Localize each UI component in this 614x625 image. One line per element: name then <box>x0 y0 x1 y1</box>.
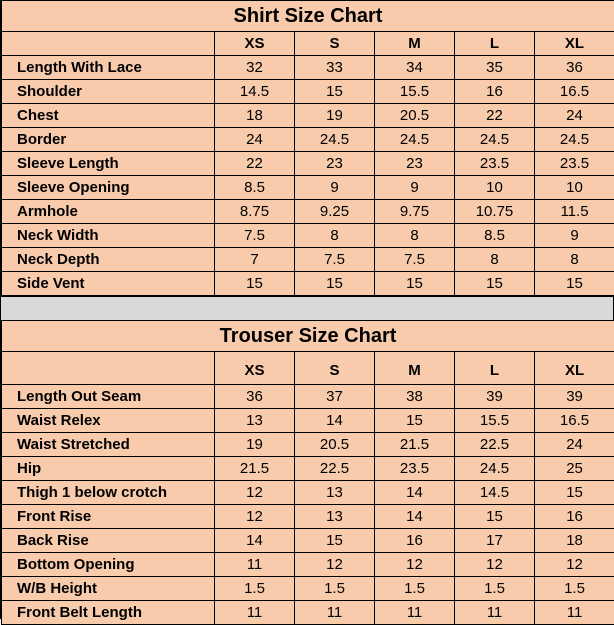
trouser-table-row <box>2 481 614 505</box>
trouser-measurement-value: 12 <box>535 553 614 577</box>
trouser-measurement-value: 18 <box>535 529 614 553</box>
shirt-size-header: XL <box>535 32 614 56</box>
shirt-measurement-value: 9.75 <box>375 200 455 224</box>
shirt-measurement-value: 20.5 <box>375 104 455 128</box>
shirt-table-row <box>2 152 614 176</box>
shirt-measurement-label: Neck Depth <box>2 248 215 272</box>
shirt-measurement-label: Length With Lace <box>2 56 215 80</box>
trouser-table-row <box>2 409 614 433</box>
trouser-measurement-label: W/B Height <box>2 577 215 601</box>
shirt-measurement-value: 15 <box>215 272 295 296</box>
trouser-measurement-value: 11 <box>455 601 535 625</box>
shirt-measurement-value: 35 <box>455 56 535 80</box>
shirt-size-header-row <box>2 32 614 56</box>
shirt-measurement-value: 19 <box>295 104 375 128</box>
trouser-measurement-value: 16 <box>535 505 614 529</box>
shirt-table-row <box>2 56 614 80</box>
shirt-measurement-label: Side Vent <box>2 272 215 296</box>
shirt-measurement-value: 8 <box>535 248 614 272</box>
shirt-table-row <box>2 200 614 224</box>
trouser-measurement-value: 13 <box>295 481 375 505</box>
shirt-chart-title: Shirt Size Chart <box>2 1 614 32</box>
trouser-table-row <box>2 385 614 409</box>
trouser-measurement-value: 24.5 <box>455 457 535 481</box>
shirt-measurement-value: 15 <box>295 272 375 296</box>
shirt-measurement-value: 7.5 <box>375 248 455 272</box>
shirt-measurement-value: 8.75 <box>215 200 295 224</box>
trouser-measurement-value: 21.5 <box>215 457 295 481</box>
shirt-measurement-value: 15 <box>295 80 375 104</box>
shirt-measurement-value: 10 <box>455 176 535 200</box>
shirt-table-row <box>2 80 614 104</box>
shirt-size-header: L <box>455 32 535 56</box>
trouser-measurement-value: 12 <box>455 553 535 577</box>
trouser-measurement-value: 11 <box>215 601 295 625</box>
shirt-measurement-value: 32 <box>215 56 295 80</box>
shirt-measurement-value: 23 <box>375 152 455 176</box>
trouser-measurement-value: 1.5 <box>455 577 535 601</box>
shirt-measurement-value: 8.5 <box>215 176 295 200</box>
trouser-measurement-value: 11 <box>215 553 295 577</box>
shirt-table-row <box>2 176 614 200</box>
shirt-size-table <box>1 1 614 296</box>
trouser-measurement-value: 14 <box>295 409 375 433</box>
trouser-measurement-label: Front Rise <box>2 505 215 529</box>
shirt-table-row <box>2 128 614 152</box>
trouser-header-blank-cell <box>2 352 215 385</box>
trouser-measurement-value: 36 <box>215 385 295 409</box>
shirt-measurement-value: 14.5 <box>215 80 295 104</box>
trouser-measurement-value: 13 <box>295 505 375 529</box>
trouser-measurement-value: 22.5 <box>295 457 375 481</box>
shirt-measurement-value: 10 <box>535 176 614 200</box>
trouser-measurement-label: Thigh 1 below crotch <box>2 481 215 505</box>
shirt-measurement-value: 23 <box>295 152 375 176</box>
trouser-table-row <box>2 577 614 601</box>
shirt-measurement-value: 11.5 <box>535 200 614 224</box>
shirt-measurement-value: 8 <box>375 224 455 248</box>
trouser-table-row <box>2 433 614 457</box>
trouser-measurement-value: 14 <box>215 529 295 553</box>
shirt-measurement-value: 8 <box>295 224 375 248</box>
trouser-measurement-value: 17 <box>455 529 535 553</box>
trouser-measurement-value: 12 <box>215 481 295 505</box>
shirt-measurement-value: 16.5 <box>535 80 614 104</box>
trouser-measurement-label: Front Belt Length <box>2 601 215 625</box>
trouser-measurement-value: 19 <box>215 433 295 457</box>
trouser-measurement-value: 14 <box>375 505 455 529</box>
trouser-size-table <box>1 321 614 625</box>
trouser-table-row <box>2 505 614 529</box>
shirt-measurement-value: 24.5 <box>295 128 375 152</box>
shirt-measurement-value: 8 <box>455 248 535 272</box>
shirt-size-header: M <box>375 32 455 56</box>
trouser-measurement-value: 21.5 <box>375 433 455 457</box>
shirt-measurement-value: 22 <box>215 152 295 176</box>
shirt-measurement-value: 7 <box>215 248 295 272</box>
trouser-measurement-value: 15 <box>375 409 455 433</box>
trouser-measurement-label: Hip <box>2 457 215 481</box>
trouser-measurement-value: 15.5 <box>455 409 535 433</box>
shirt-measurement-value: 9.25 <box>295 200 375 224</box>
shirt-measurement-label: Chest <box>2 104 215 128</box>
shirt-size-header: XS <box>215 32 295 56</box>
trouser-measurement-value: 13 <box>215 409 295 433</box>
shirt-measurement-value: 10.75 <box>455 200 535 224</box>
trouser-size-header: S <box>295 352 375 385</box>
shirt-measurement-value: 9 <box>295 176 375 200</box>
trouser-measurement-value: 16 <box>375 529 455 553</box>
shirt-header-blank-cell <box>2 32 215 56</box>
shirt-measurement-value: 15 <box>455 272 535 296</box>
trouser-size-header: XS <box>215 352 295 385</box>
trouser-measurement-value: 12 <box>295 553 375 577</box>
shirt-measurement-label: Border <box>2 128 215 152</box>
trouser-measurement-value: 23.5 <box>375 457 455 481</box>
trouser-measurement-value: 11 <box>535 601 614 625</box>
trouser-size-header: M <box>375 352 455 385</box>
trouser-measurement-value: 39 <box>535 385 614 409</box>
trouser-measurement-label: Waist Stretched <box>2 433 215 457</box>
shirt-table-row <box>2 248 614 272</box>
shirt-measurement-value: 15 <box>375 272 455 296</box>
trouser-measurement-value: 24 <box>535 433 614 457</box>
trouser-measurement-value: 15 <box>455 505 535 529</box>
trouser-measurement-value: 14 <box>375 481 455 505</box>
trouser-measurement-value: 15 <box>295 529 375 553</box>
trouser-table-row <box>2 601 614 625</box>
shirt-measurement-value: 9 <box>375 176 455 200</box>
shirt-measurement-value: 36 <box>535 56 614 80</box>
shirt-table-row <box>2 224 614 248</box>
shirt-measurement-value: 16 <box>455 80 535 104</box>
trouser-table-row <box>2 553 614 577</box>
shirt-measurement-value: 24.5 <box>535 128 614 152</box>
trouser-table-row <box>2 457 614 481</box>
shirt-measurement-value: 7.5 <box>295 248 375 272</box>
shirt-measurement-value: 24.5 <box>455 128 535 152</box>
trouser-measurement-value: 12 <box>375 553 455 577</box>
trouser-measurement-value: 22.5 <box>455 433 535 457</box>
shirt-measurement-value: 23.5 <box>535 152 614 176</box>
trouser-measurement-value: 14.5 <box>455 481 535 505</box>
trouser-measurement-value: 15 <box>535 481 614 505</box>
shirt-measurement-label: Armhole <box>2 200 215 224</box>
trouser-measurement-value: 11 <box>375 601 455 625</box>
shirt-measurement-value: 24 <box>215 128 295 152</box>
trouser-measurement-value: 16.5 <box>535 409 614 433</box>
trouser-measurement-value: 1.5 <box>215 577 295 601</box>
trouser-size-header: XL <box>535 352 614 385</box>
shirt-table-row <box>2 272 614 296</box>
shirt-table-row <box>2 104 614 128</box>
shirt-measurement-label: Sleeve Opening <box>2 176 215 200</box>
shirt-measurement-label: Shoulder <box>2 80 215 104</box>
trouser-measurement-value: 39 <box>455 385 535 409</box>
shirt-measurement-value: 24 <box>535 104 614 128</box>
shirt-measurement-label: Neck Width <box>2 224 215 248</box>
shirt-measurement-value: 24.5 <box>375 128 455 152</box>
shirt-measurement-value: 18 <box>215 104 295 128</box>
shirt-measurement-value: 15.5 <box>375 80 455 104</box>
trouser-size-header-row <box>2 352 614 385</box>
shirt-measurement-value: 34 <box>375 56 455 80</box>
trouser-measurement-value: 20.5 <box>295 433 375 457</box>
trouser-measurement-value: 1.5 <box>535 577 614 601</box>
shirt-measurement-value: 7.5 <box>215 224 295 248</box>
trouser-measurement-value: 38 <box>375 385 455 409</box>
trouser-table-row <box>2 529 614 553</box>
trouser-size-header: L <box>455 352 535 385</box>
shirt-measurement-value: 8.5 <box>455 224 535 248</box>
trouser-measurement-label: Waist Relex <box>2 409 215 433</box>
trouser-chart-title: Trouser Size Chart <box>2 321 614 352</box>
shirt-measurement-value: 33 <box>295 56 375 80</box>
trouser-measurement-value: 37 <box>295 385 375 409</box>
shirt-measurement-value: 15 <box>535 272 614 296</box>
shirt-measurement-value: 22 <box>455 104 535 128</box>
trouser-measurement-value: 11 <box>295 601 375 625</box>
trouser-measurement-value: 12 <box>215 505 295 529</box>
trouser-measurement-value: 1.5 <box>375 577 455 601</box>
trouser-measurement-label: Bottom Opening <box>2 553 215 577</box>
trouser-measurement-value: 1.5 <box>295 577 375 601</box>
trouser-measurement-value: 25 <box>535 457 614 481</box>
trouser-measurement-label: Back Rise <box>2 529 215 553</box>
section-divider <box>1 296 613 321</box>
trouser-measurement-label: Length Out Seam <box>2 385 215 409</box>
shirt-measurement-label: Sleeve Length <box>2 152 215 176</box>
shirt-measurement-value: 23.5 <box>455 152 535 176</box>
shirt-measurement-value: 9 <box>535 224 614 248</box>
shirt-size-header: S <box>295 32 375 56</box>
